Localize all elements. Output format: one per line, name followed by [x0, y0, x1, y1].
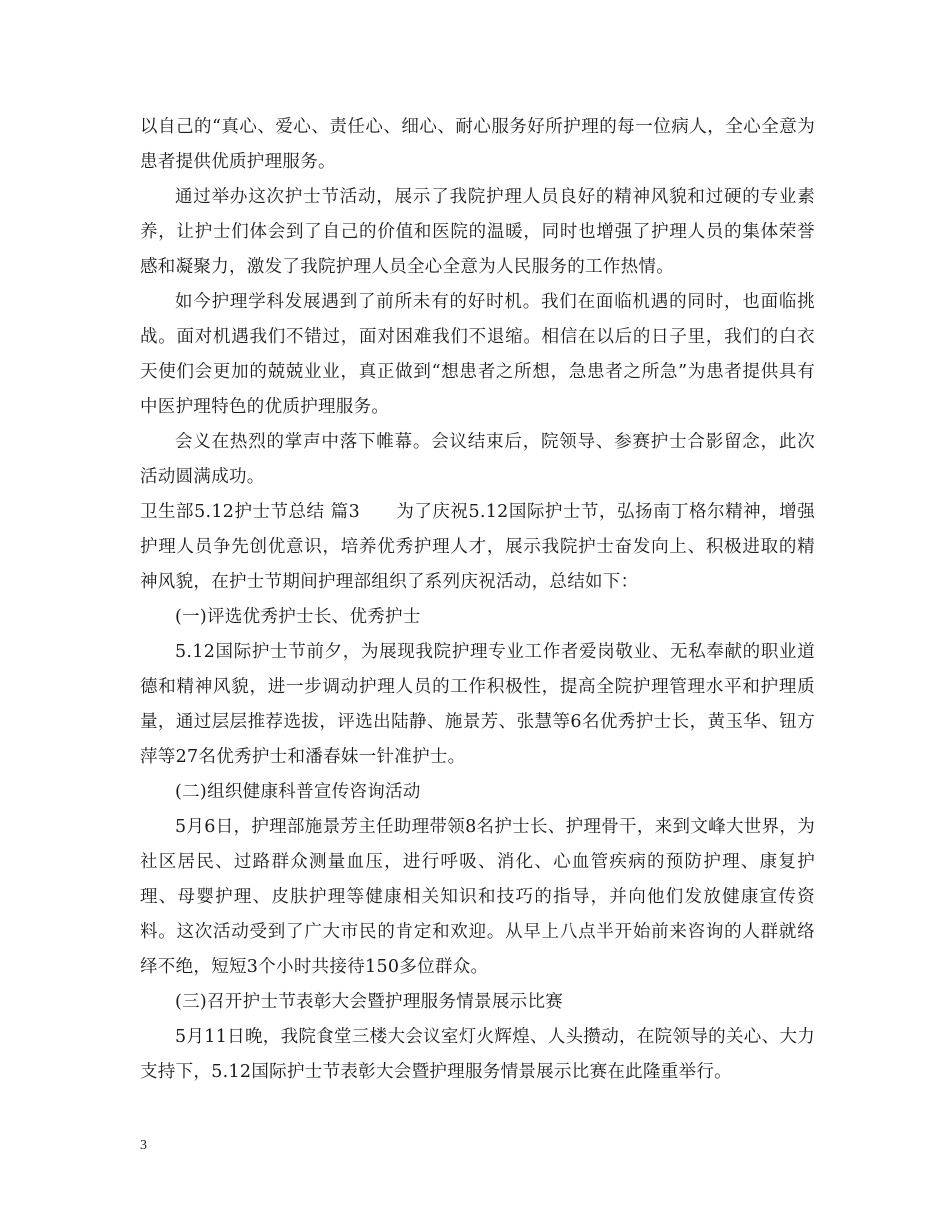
paragraph-health-campaign: 5月6日，护理部施景芳主任助理带领8名护士长、护理骨干，来到文峰大世界，为社区居民、过路群众测量血压，进行呼吸、消化、心血管疾病的预防护理、康复护理、母婴护理、皮肤护理等健康相关知识和技巧的指导，并向他们发放健康宣传资料。这次活动受到了广大市民的肯定和欢迎。从早上八点半开始前来咨询的人群就络绎不绝，短短3个小时共接待150多位群众。 [140, 817, 815, 977]
paragraph-opportunity: 如今护理学科发展遇到了前所未有的好时机。我们在面临机遇的同时，也面临挑战。面对机遇我们不错过，面对困难我们不退缩。相信在以后的日子里，我们的白衣天使们会更加的兢兢业业，真正做到“想患者之所想，急患者之所急”为患者提供具有中医护理特色的优质护理服务。 [140, 292, 815, 417]
paragraph-closing: 会义在热烈的掌声中落下帷幕。会议结束后，院领导、参赛护士合影留念，此次活动圆满成功。 [140, 432, 815, 487]
paragraph-ceremony: 5月11日晚，我院食堂三楼大会议室灯火辉煌、人头攒动，在院领导的关心、大力支持下，5.12国际护士节表彰大会暨护理服务情景展示比赛在此隆重举行。 [140, 1027, 815, 1082]
subheading-one: (一)评选优秀护士长、优秀护士 [175, 607, 421, 627]
paragraph-activity-summary: 通过举办这次护士节活动，展示了我院护理人员良好的精神风貌和过硬的专业素养，让护士们体会到了自己的价值和医院的温暖，同时也增强了护理人员的集体荣誉感和凝聚力，激发了我院护理人员全心全意为人民服务的工作热情。 [140, 187, 815, 277]
document-body [140, 110, 815, 1090]
paragraph-selection: 5.12国际护士节前夕，为展现我院护理专业工作者爱岗敬业、无私奉献的职业道德和精神风貌，进一步调动护理人员的工作积极性，提高全院护理管理水平和护理质量，通过层层推荐选拔，评选出陆静、施景芳、张慧等6名优秀护士长，黄玉华、钮方萍等27名优秀护士和潘春妹一针准护士。 [140, 642, 815, 767]
page-number: 3 [140, 1138, 147, 1153]
paragraph-section-title: 卫生部5.12护士节总结 篇3 为了庆祝5.12国际护士节，弘扬南丁格尔精神，增强护理人员争先创优意识，培养优秀护理人才，展示我院护士奋发向上、积极进取的精神风貌，在护士节期间护理部组织了系列庆祝活动，总结如下： [140, 502, 815, 592]
subheading-two: (二)组织健康科普宣传咨询活动 [175, 782, 421, 802]
paragraph-continuation: 以自己的“真心、爱心、责任心、细心、耐心服务好所护理的每一位病人，全心全意为患者提供优质护理服务。 [140, 117, 815, 172]
subheading-three: (三)召开护士节表彰大会暨护理服务情景展示比赛 [175, 992, 564, 1012]
